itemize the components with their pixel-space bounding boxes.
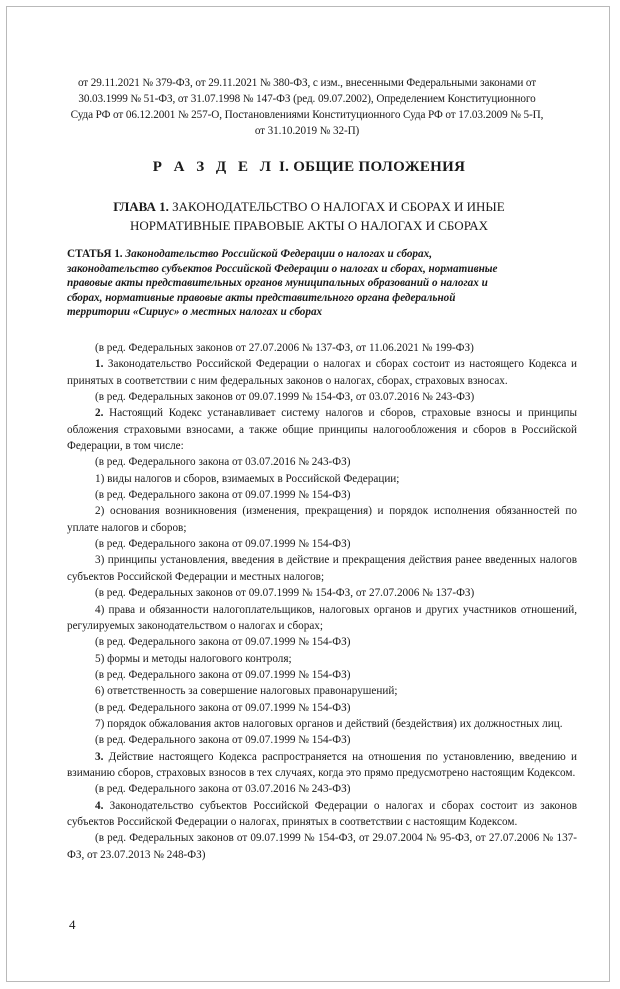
paragraph: 4) права и обязанности налогоплательщиков, налоговых органов и других участников отношений, регулируемых законодательством о налогах и сборах; — [67, 603, 577, 632]
article-body — [67, 340, 577, 863]
paragraph: (в ред. Федеральных законов от 09.07.1999 № 154-ФЗ, от 27.07.2006 № 137-ФЗ) — [95, 587, 475, 600]
paragraph: (в ред. Федерального закона от 09.07.1999 № 154-ФЗ) — [95, 701, 351, 714]
book-page — [6, 6, 610, 982]
paragraph: (в ред. Федерального закона от 03.07.2016 № 243-ФЗ) — [95, 783, 351, 796]
paragraph: (в ред. Федерального закона от 09.07.1999 № 154-ФЗ) — [95, 734, 351, 747]
paragraph: 2) основания возникновения (изменения, прекращения) и порядок исполнения обязанностей по уплате налогов и сборов; — [67, 505, 577, 534]
article-heading — [67, 247, 507, 320]
article-title: Законодательство Российской Федерации о налогах и сборах, законодательство субъектов Российской Федерации о налогах и сборах, нормативные правовые акты представительных органов муниципальных образований о налогах и сборах, нормативные правовые акты представительного органа федеральной территории «Сириус» о местных налогах и сборах — [67, 248, 498, 319]
paragraph: (в ред. Федерального закона от 03.07.2016 № 243-ФЗ) — [95, 456, 351, 469]
paragraph: (в ред. Федерального закона от 09.07.1999 № 154-ФЗ) — [95, 668, 351, 681]
paragraph: 7) порядок обжалования актов налоговых органов и действий (бездействия) их должностных лиц. — [95, 717, 563, 730]
paragraph: 2. Настоящий Кодекс устанавливает систему налогов и сборов, страховые взносы и принципы обложения страховыми взносами, а также общие принципы налогообложения и сборов в Российской Федерации, в том числе: — [67, 407, 577, 453]
paragraph: (в ред. Федерального закона от 09.07.1999 № 154-ФЗ) — [95, 538, 351, 551]
paragraph: (в ред. Федеральных законов от 27.07.2006 № 137-ФЗ, от 11.06.2021 № 199-ФЗ) — [95, 342, 474, 354]
article-label: СТАТЬЯ 1. — [67, 248, 123, 260]
amendments-note: от 29.11.2021 № 379-ФЗ, от 29.11.2021 № 380-ФЗ, с изм., внесенными Федеральными законами от 30.03.1999 № 51-ФЗ, от 31.07.1998 № 147-ФЗ (ред. 09.07.2002), Определением Конституционного Суда РФ от 06.12.2001 № 257-О, Постановлениями Конституционного Суда РФ от 17.03.2009 № 5-П, от 31.10.2019 № 32-П) — [70, 77, 544, 137]
paragraph: (в ред. Федерального закона от 09.07.1999 № 154-ФЗ) — [95, 636, 351, 649]
paragraph: 1) виды налогов и сборов, взимаемых в Российской Федерации; — [95, 472, 400, 485]
paragraph: 4. Законодательство субъектов Российской Федерации о налогах и сборах состоит из законов субъектов Российской Федерации о налогах, принятых в соответствии с настоящим Кодексом. — [67, 799, 577, 828]
paragraph: 3. Действие настоящего Кодекса распространяется на отношения по установлению, введению и взиманию сборов, страховых взносов в тех случаях, когда это прямо предусмотрено настоящим Кодексом. — [67, 750, 577, 779]
paragraph: 6) ответственность за совершение налоговых правонарушений; — [95, 685, 398, 698]
chapter-label: ГЛАВА 1. — [113, 199, 169, 214]
paragraph: (в ред. Федерального закона от 09.07.1999 № 154-ФЗ) — [95, 489, 351, 502]
section-word: Р А З Д Е Л — [152, 159, 275, 175]
chapter-title — [97, 197, 521, 235]
chapter-name: ЗАКОНОДАТЕЛЬСТВО О НАЛОГАХ И СБОРАХ И ИНЫЕ НОРМАТИВНЫЕ ПРАВОВЫЕ АКТЫ О НАЛОГАХ И СБОРАХ — [129, 199, 505, 233]
section-title — [47, 159, 571, 176]
paragraph: 3) принципы установления, введения в действие и прекращения действия ранее введенных налогов субъектов Российской Федерации и местных налогов; — [67, 554, 577, 583]
section-name: I. ОБЩИЕ ПОЛОЖЕНИЯ — [274, 159, 466, 175]
paragraph: (в ред. Федеральных законов от 09.07.1999 № 154-ФЗ, от 03.07.2016 № 243-ФЗ) — [95, 391, 475, 404]
paragraph: (в ред. Федеральных законов от 09.07.1999 № 154-ФЗ, от 29.07.2004 № 95-ФЗ, от 27.07.2006 № 137-ФЗ, от 23.07.2013 № 248-ФЗ) — [67, 832, 577, 861]
page-number: 4 — [69, 917, 76, 932]
paragraph: 1. Законодательство Российской Федерации о налогах и сборах состоит из настоящего Кодекса и принятых в соответствии с ним федеральных законов о налогах, сборах, страховых взносах. — [67, 358, 577, 387]
paragraph: 5) формы и методы налогового контроля; — [95, 652, 292, 665]
